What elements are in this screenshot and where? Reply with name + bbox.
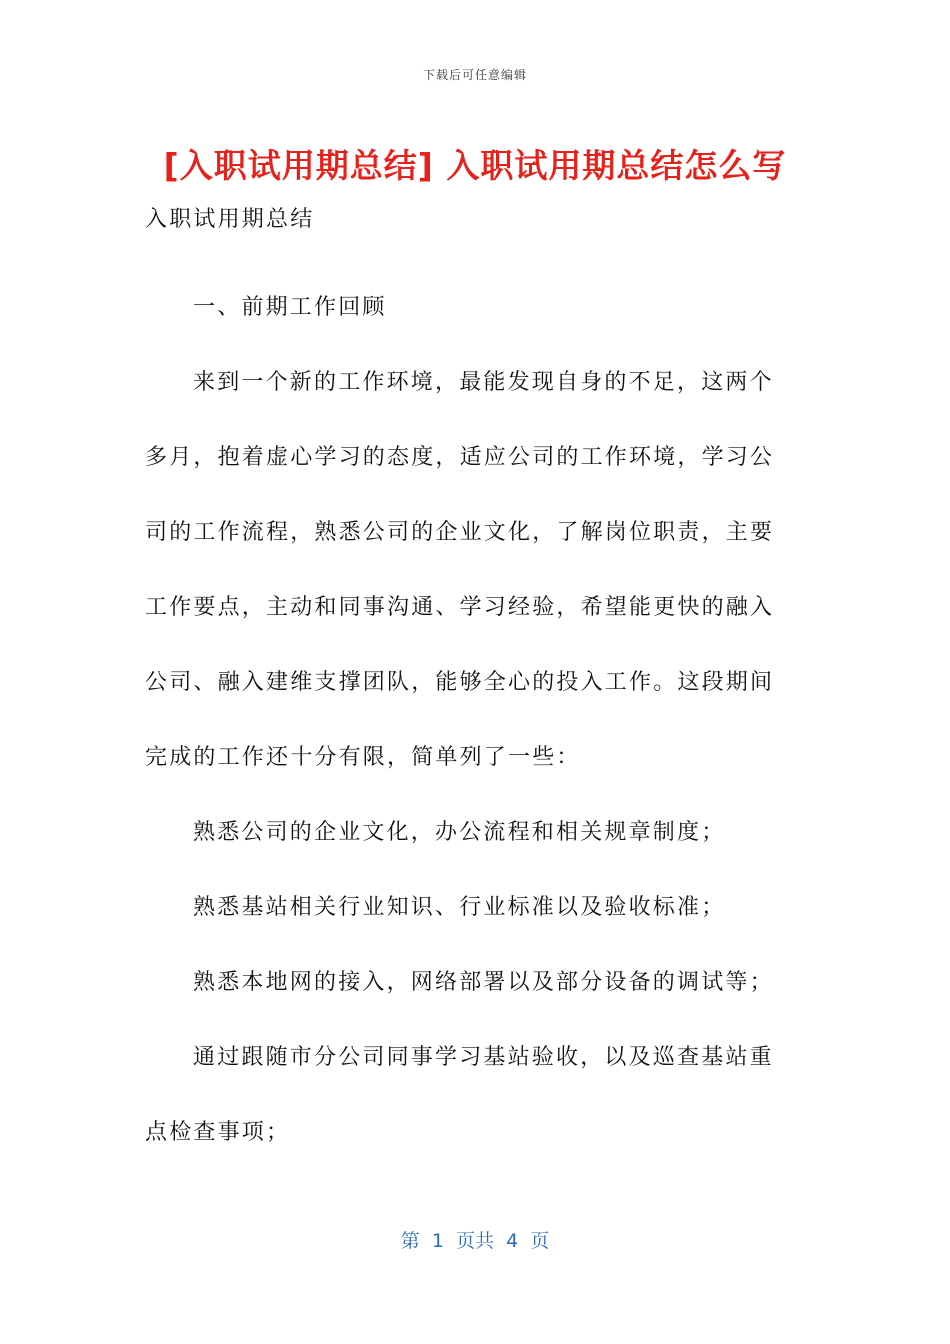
list-item: 熟悉本地网的接入，网络部署以及部分设备的调试等； — [193, 970, 774, 995]
page-header-note: 下载后可任意编辑 — [422, 68, 527, 82]
list-item: 熟悉公司的企业文化，办公流程和相关规章制度； — [193, 820, 726, 845]
list-item: 通过跟随市分公司同事学习基站验收，以及巡查基站重点检查事项； — [145, 1045, 774, 1145]
page-number-footer: 第 1 页共 4 页 — [400, 1230, 550, 1252]
document-subtitle: 入职试用期总结 — [145, 207, 315, 232]
list-item: 熟悉基站相关行业知识、行业标准以及验收标准； — [193, 895, 726, 920]
section-heading: 一、前期工作回顾 — [193, 295, 387, 320]
document-title: [入职试用期总结] 入职试用期总结怎么写 — [163, 146, 787, 185]
document-body — [145, 195, 795, 1170]
paragraph-intro: 来到一个新的工作环境，最能发现自身的不足，这两个多月，抱着虚心学习的态度，适应公司的工作环境，学习公司的工作流程，熟悉公司的企业文化，了解岗位职责，主要工作要点，主动和同事沟通、学习经验，希望能更快的融入公司、融入建维支撑团队，能够全心的投入工作。这段期间完成的工作还十分有限，简单列了一些： — [145, 370, 775, 770]
